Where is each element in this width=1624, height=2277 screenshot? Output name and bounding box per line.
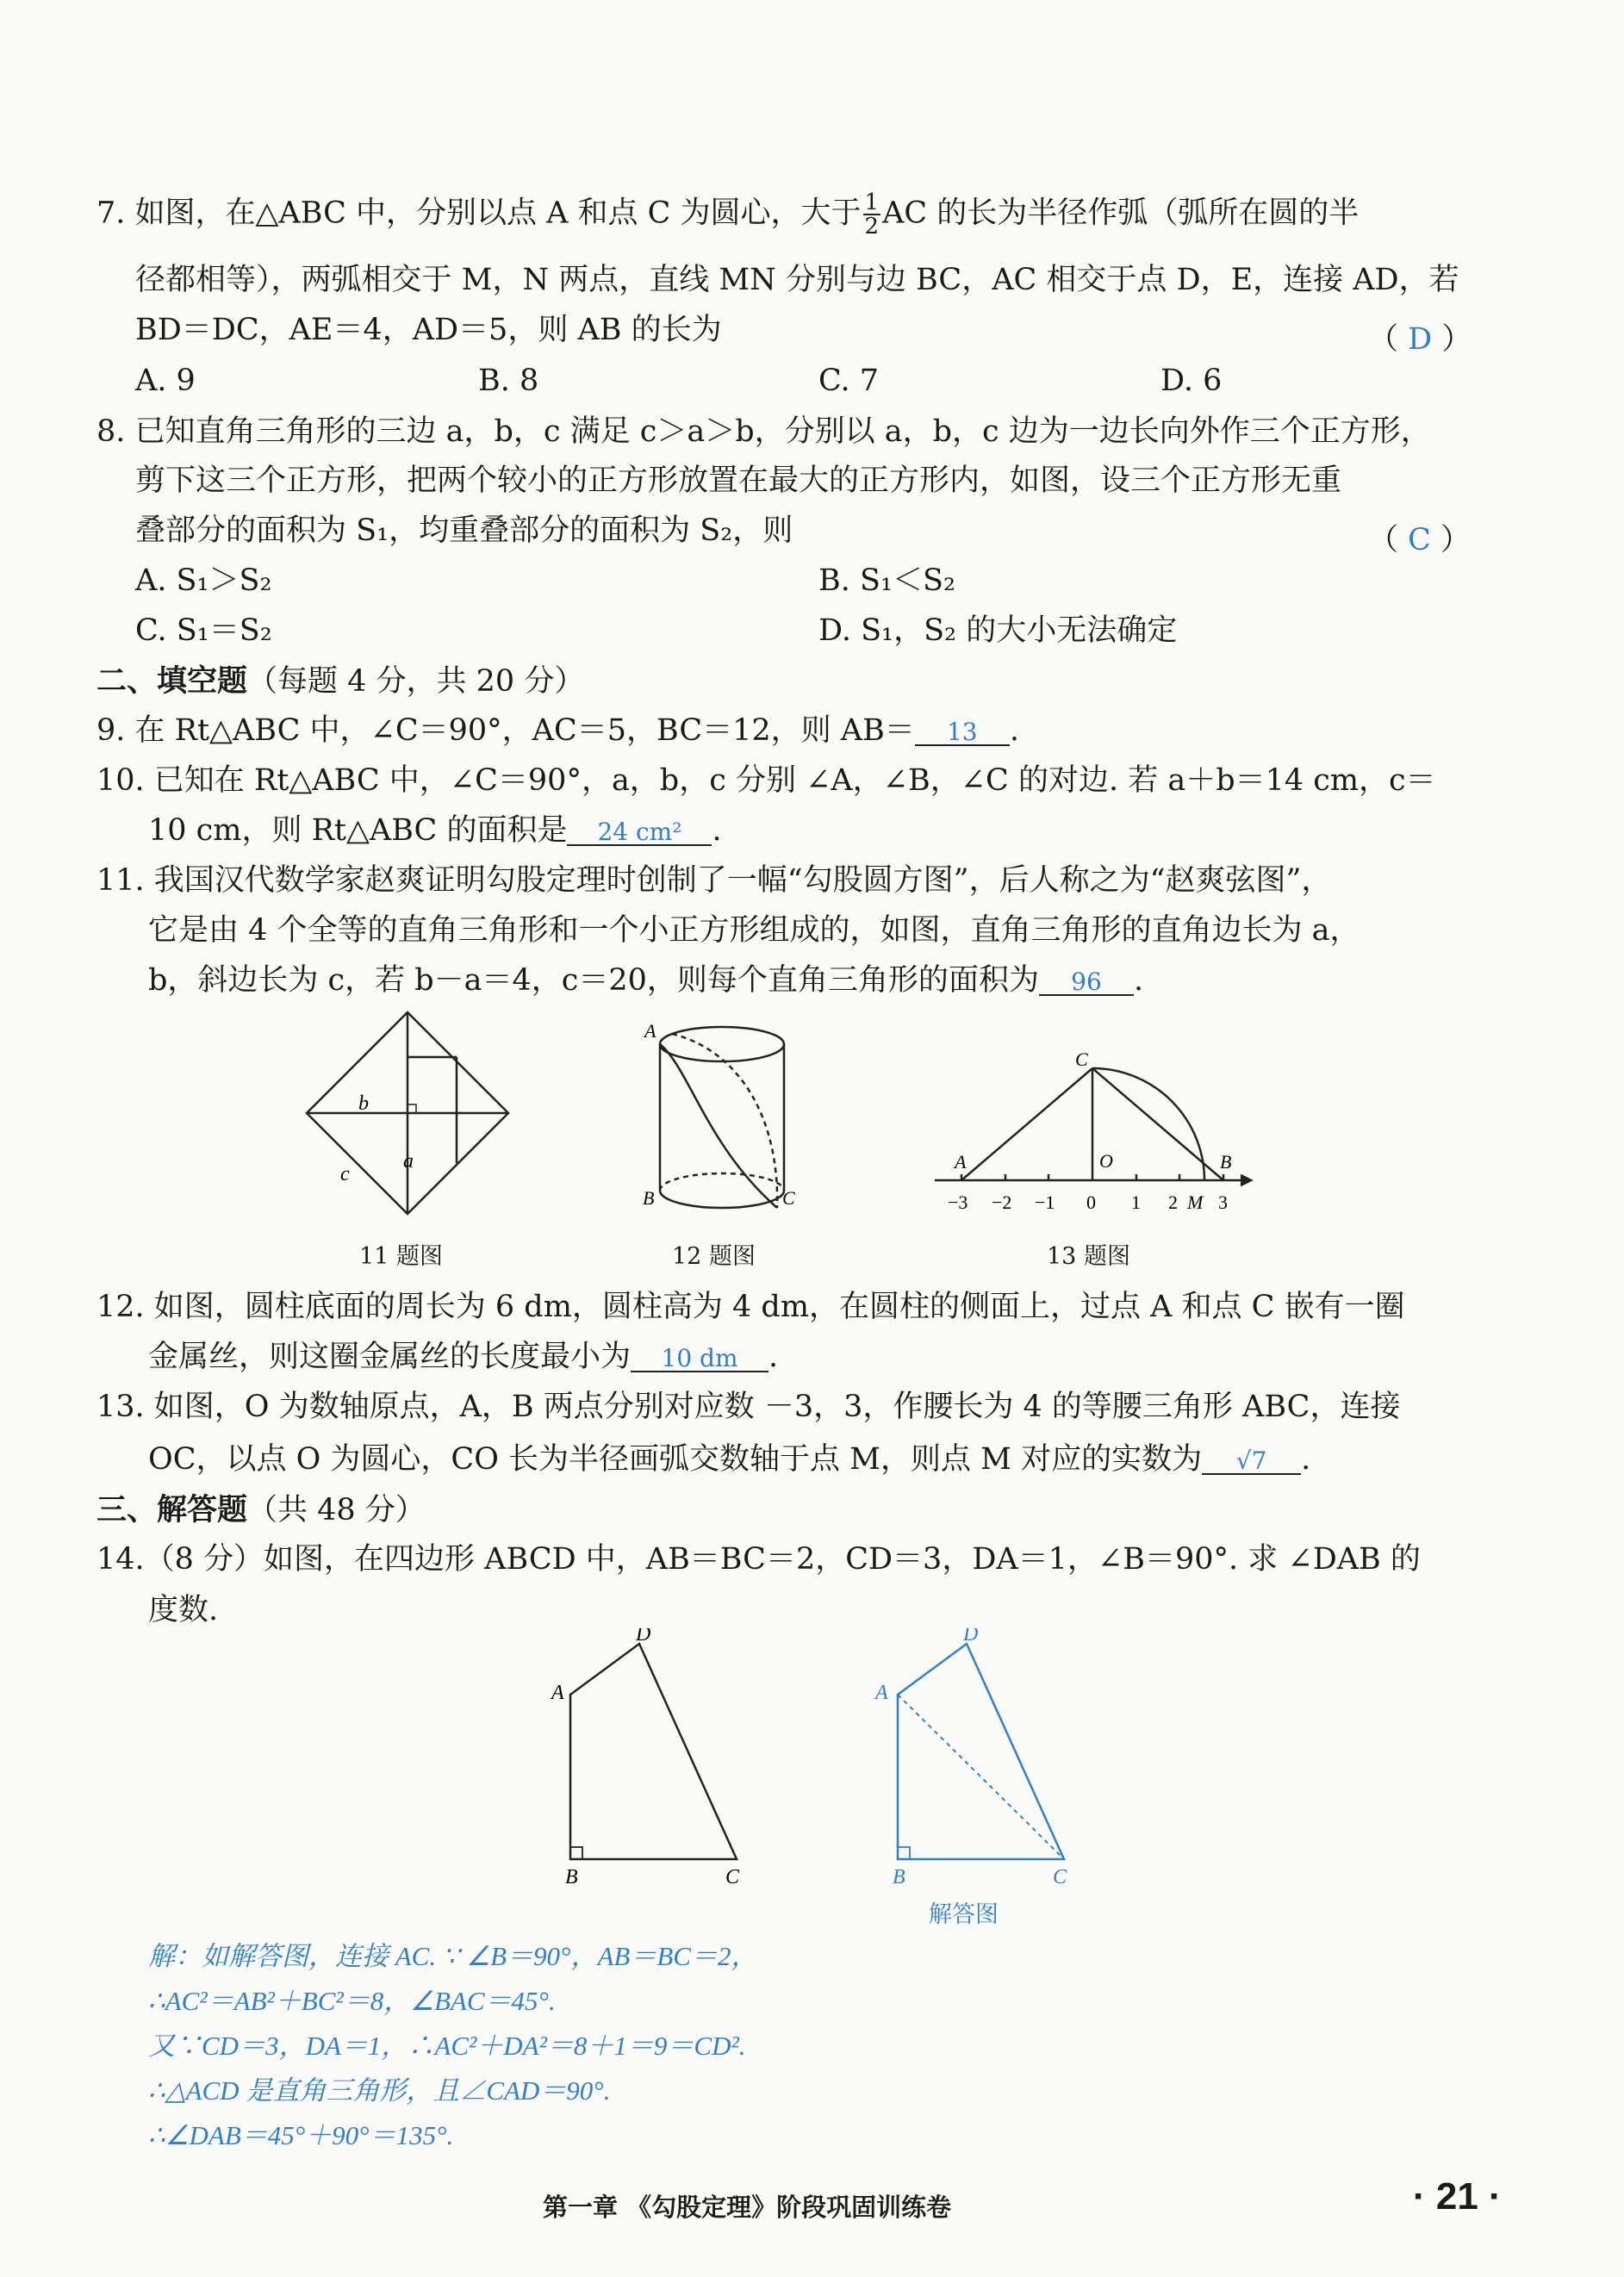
fig12-label-B: B (643, 1187, 655, 1209)
fig14a-label-D: D (963, 1628, 979, 1646)
figure-13-number-line (930, 1047, 1266, 1219)
fig11-label-a: a (403, 1150, 414, 1173)
fig13-tick-3: 3 (1218, 1191, 1228, 1213)
fig14-label-D: D (636, 1628, 651, 1646)
q13-text: OC，以点 O 为圆心，CO 长为半径画弧交数轴于点 M，则点 M 对应的实数为 (148, 1442, 1203, 1477)
q8-answer-paren: （ C ） (1368, 523, 1472, 557)
q10-answer: 24 cm² (567, 820, 712, 846)
fig12-label-C: C (782, 1187, 795, 1209)
solution-line-2: ∴AC²＝AB²＋BC²＝8，∠BAC＝45°. (148, 1986, 556, 2016)
q12-line1: 12. 如图，圆柱底面的周长为 6 dm，圆柱高为 4 dm，在圆柱的侧面上，过点 A 和点 C 嵌有一圈 (96, 1290, 1405, 1324)
fig13-label-C: C (1075, 1048, 1088, 1070)
q11-answer: 96 (1039, 970, 1134, 996)
q7-frac-num: 1 (864, 190, 880, 215)
figure-14-answer-diagram (870, 1628, 1086, 1895)
q7-fraction (863, 191, 881, 238)
q7-opt-b: B. 8 (478, 364, 539, 398)
q8-opt-a: A. S₁＞S₂ (135, 563, 272, 598)
solution-line-5: ∴∠DAB＝45°＋90°＝135°. (148, 2120, 454, 2150)
fig13-tick-0: 0 (1086, 1191, 1096, 1213)
q8-line1: 8. 已知直角三角形的三边 a，b，c 满足 c＞a＞b，分别以 a，b，c 边为一边长向外作三个正方形， (96, 414, 1431, 449)
q10-text: 10 cm，则 Rt△ABC 的面积是 (148, 813, 568, 848)
q9-end: . (1009, 713, 1019, 748)
q10-line1: 10. 已知在 Rt△ABC 中，∠C＝90°，a，b，c 分别 ∠A，∠B，∠C 的对边. 若 a＋b＝14 cm，c＝ (96, 763, 1436, 798)
solution-line-1: 解：如解答图，连接 AC. ∵ ∠B＝90°，AB＝BC＝2， (148, 1941, 758, 1971)
q13-end: . (1301, 1442, 1311, 1477)
fig13-label-A: A (955, 1151, 967, 1173)
fig14a-label-B: B (893, 1866, 905, 1888)
fig14-label-A: A (551, 1682, 564, 1704)
figure-12-cylinder (638, 1017, 810, 1223)
q8-opt-b: B. S₁＜S₂ (818, 563, 955, 598)
q7-opt-c: C. 7 (818, 364, 880, 398)
fig13-tick--2: −2 (992, 1191, 1012, 1213)
fig13-caption: 13 题图 (1047, 1243, 1130, 1270)
figure-14-quadrilateral (543, 1628, 758, 1895)
fig14-label-B: B (565, 1866, 578, 1888)
section2-note: （每题 4 分，共 20 分） (247, 664, 585, 699)
q7-answer: D (1408, 322, 1433, 357)
section3-title: 三、解答题 (96, 1492, 248, 1527)
q8-answer: C (1408, 523, 1431, 557)
q9-answer: 13 (915, 720, 1010, 746)
q12-text: 金属丝，则这圈金属丝的长度最小为 (148, 1340, 632, 1374)
section2-title: 二、填空题 (96, 663, 248, 699)
q8-opt-c: C. S₁＝S₂ (135, 613, 272, 648)
section2-heading (96, 663, 585, 699)
q13-answer: √7 (1202, 1449, 1301, 1475)
fig12-caption: 12 题图 (672, 1243, 756, 1270)
answer-figure-caption: 解答图 (929, 1901, 999, 1928)
q7-text-a: 7. 如图，在△ABC 中，分别以点 A 和点 C 为圆心，大于 (96, 196, 862, 231)
q7-line1 (96, 191, 1359, 238)
q12-answer: 10 dm (631, 1347, 768, 1372)
q8-line3: 叠部分的面积为 S₁，均重叠部分的面积为 S₂，则 (135, 513, 793, 548)
fig13-label-B: B (1220, 1151, 1232, 1173)
q10-line2 (148, 813, 722, 848)
q7-line3: BD＝DC，AE＝4，AD＝5，则 AB 的长为 (135, 313, 722, 347)
fig13-tick-2: 2 (1168, 1191, 1178, 1213)
fig13-tick-M: M (1187, 1191, 1204, 1213)
q11-line1: 11. 我国汉代数学家赵爽证明勾股定理时创制了一幅“勾股圆方图”，后人称之为“赵爽弦图”， (96, 863, 1332, 898)
fig13-tick--1: −1 (1035, 1191, 1055, 1213)
fig13-label-O: O (1099, 1150, 1113, 1172)
q12-line2 (148, 1342, 778, 1372)
figure-11-zhao-shuang-diagram (302, 1008, 517, 1241)
section3-heading (96, 1492, 426, 1527)
q11-end: . (1133, 963, 1144, 998)
q13-line2 (148, 1442, 1311, 1477)
page-footer-title: 第一章 《勾股定理》阶段巩固训练卷 (543, 2193, 952, 2222)
fig14a-label-C: C (1053, 1866, 1067, 1888)
q8-opt-d: D. S₁，S₂ 的大小无法确定 (818, 613, 1178, 648)
q13-line1: 13. 如图，O 为数轴原点，A，B 两点分别对应数 －3，3，作腰长为 4 的等腰三角形 ABC，连接 (96, 1390, 1401, 1424)
q7-text-b: AC 的长为半径作弧（弧所在圆的半 (882, 196, 1360, 231)
fig14a-label-A: A (875, 1682, 888, 1704)
q10-end: . (712, 813, 722, 848)
fig11-label-c: c (340, 1163, 350, 1185)
q11-line3 (148, 963, 1144, 998)
fig13-tick-1: 1 (1131, 1191, 1141, 1213)
page-number: · 21 · (1413, 2175, 1502, 2218)
solution-line-3: 又∵CD＝3，DA＝1，∴AC²＋DA²＝8＋1＝9＝CD². (148, 2031, 746, 2061)
q7-opt-d: D. 6 (1160, 364, 1223, 398)
q12-end: . (768, 1340, 779, 1374)
solution-line-4: ∴△ACD 是直角三角形，且∠CAD＝90°. (148, 2075, 611, 2106)
q7-opt-a: A. 9 (135, 364, 196, 398)
q7-answer-paren: （ D ） (1368, 322, 1472, 357)
section3-note: （共 48 分） (247, 1493, 426, 1527)
q9-text: 9. 在 Rt△ABC 中，∠C＝90°，AC＝5，BC＝12，则 AB＝ (96, 713, 915, 748)
q14-line1: 14.（8 分）如图，在四边形 ABCD 中，AB＝BC＝2，CD＝3，DA＝1，∠B＝90°. 求 ∠DAB 的 (96, 1542, 1421, 1577)
q7-frac-den: 2 (864, 214, 880, 240)
fig12-label-A: A (644, 1020, 656, 1042)
q8-line2: 剪下这三个正方形，把两个较小的正方形放置在最大的正方形内，如图，设三个正方形无重 (135, 463, 1342, 498)
fig13-tick--3: −3 (948, 1191, 968, 1213)
q14-line2: 度数. (148, 1593, 219, 1627)
q9-line (96, 713, 1019, 748)
fig11-label-b: b (358, 1092, 369, 1115)
fig11-caption: 11 题图 (359, 1243, 443, 1270)
q7-line2: 径都相等），两弧相交于 M，N 两点，直线 MN 分别与边 BC，AC 相交于点 D，E，连接 AD，若 (135, 263, 1459, 297)
q11-line2: 它是由 4 个全等的直角三角形和一个小正方形组成的，如图，直角三角形的直角边长为 a， (148, 913, 1360, 948)
fig14-label-C: C (725, 1866, 740, 1888)
q11-text: b，斜边长为 c，若 b－a＝4，c＝20，则每个直角三角形的面积为 (148, 963, 1039, 998)
